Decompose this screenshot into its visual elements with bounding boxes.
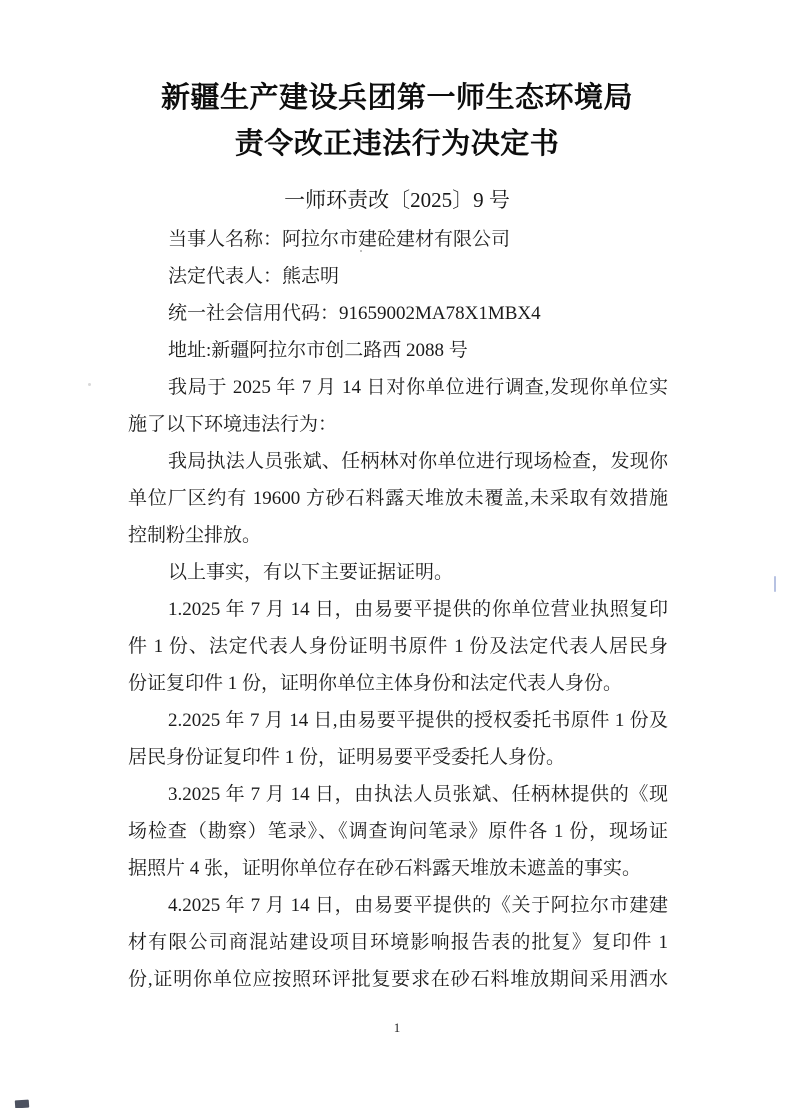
body-line: 材有限公司商混站建设项目环境影响报告表的批复》复印件 1 <box>128 932 668 953</box>
field-party-name: 当事人名称：阿拉尔市建砼建材有限公司 <box>168 229 511 250</box>
document-body <box>128 221 668 998</box>
body-line: 份证复印件 1 份，证明你单位主体身份和法定代表人身份。 <box>128 673 623 694</box>
field-address: 地址:新疆阿拉尔市创二路西 2088 号 <box>168 340 468 361</box>
body-line: 据照片 4 张，证明你单位存在砂石料露天堆放未遮盖的事实。 <box>128 858 642 879</box>
body-line: 2.2025 年 7 月 14 日,由易要平提供的授权委托书原件 1 份及 <box>168 710 668 731</box>
body-line: 4.2025 年 7 月 14 日，由易要平提供的《关于阿拉尔市建建 <box>168 895 668 916</box>
document-title-line2: 责令改正违法行为决定书 <box>234 128 560 160</box>
document-number: 一师环责改〔2025〕9 号 <box>284 188 510 212</box>
body-line: 件 1 份、法定代表人身份证明书原件 1 份及法定代表人居民身 <box>128 636 668 657</box>
scan-artifact-dot <box>88 383 91 386</box>
body-line: 份,证明你单位应按照环评批复要求在砂石料堆放期间采用洒水 <box>128 969 668 990</box>
body-line: 单位厂区约有 19600 方砂石料露天堆放未覆盖,未采取有效措施 <box>128 488 668 509</box>
body-line: 我局执法人员张斌、任柄林对你单位进行现场检查，发现你 <box>168 451 668 472</box>
body-line: 以上事实，有以下主要证据证明。 <box>168 562 454 583</box>
body-line: 1.2025 年 7 月 14 日，由易要平提供的你单位营业执照复印 <box>168 599 668 620</box>
scan-artifact-corner-mark <box>15 1100 30 1108</box>
scan-artifact-blue-line <box>774 576 776 592</box>
page-number: 1 <box>393 1020 401 1035</box>
field-credit-code: 统一社会信用代码：91659002MA78X1MBX4 <box>168 303 541 324</box>
body-line: 我局于 2025 年 7 月 14 日对你单位进行调查,发现你单位实 <box>168 377 668 398</box>
field-legal-rep: 法定代表人：熊志明 <box>168 266 340 287</box>
body-line: 控制粉尘排放。 <box>128 525 262 546</box>
document-title-line1: 新疆生产建设兵团第一师生态环境局 <box>160 82 633 114</box>
body-line: 居民身份证复印件 1 份，证明易要平受委托人身份。 <box>128 747 566 768</box>
body-line: 施了以下环境违法行为： <box>128 414 338 435</box>
body-line: 场检查（勘察）笔录》、《调查询问笔录》原件各 1 份，现场证 <box>128 821 668 842</box>
body-line: 3.2025 年 7 月 14 日，由执法人员张斌、任柄林提供的《现 <box>168 784 668 805</box>
